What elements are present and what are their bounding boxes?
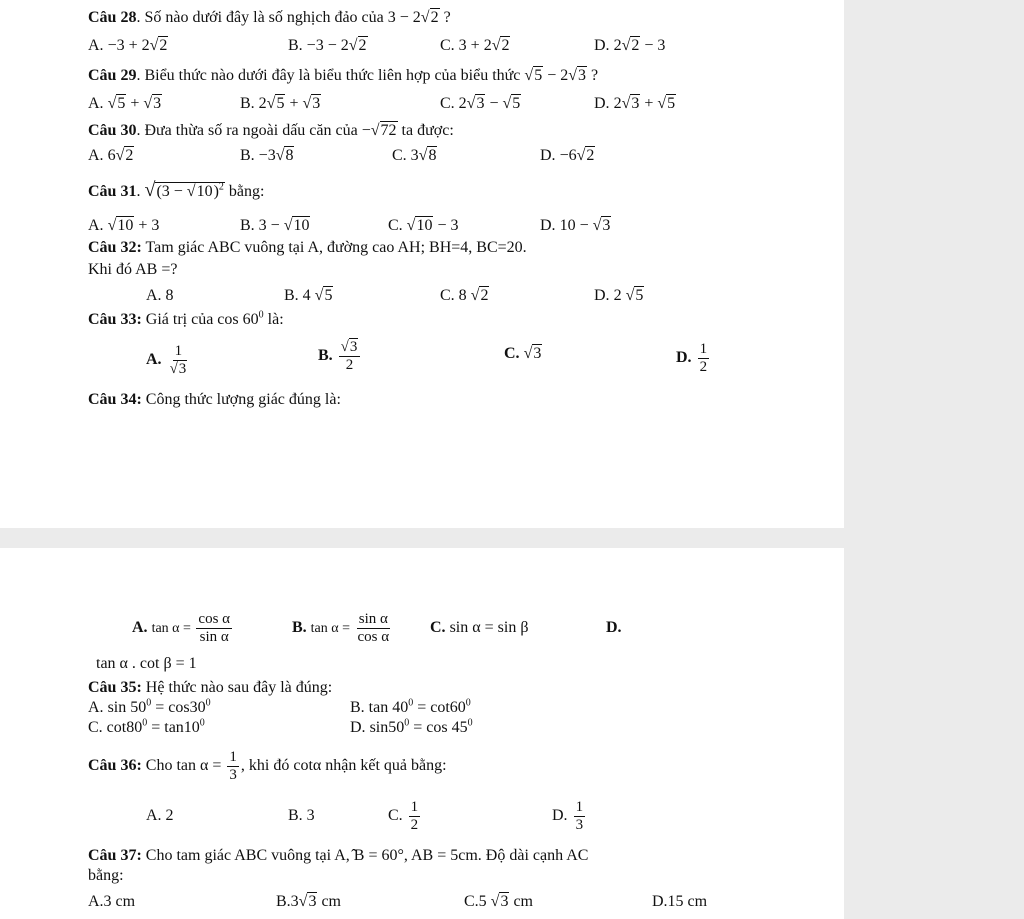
q34-option-c: C. sin α = sin β (430, 619, 529, 636)
q37-option-d: D.15 cm (652, 893, 708, 910)
q33-option-b: B. $\frac{√3}{2}$ (318, 336, 362, 376)
q32-option-b: B. 4 √5 (284, 287, 333, 304)
q34-option-d: D. (606, 619, 622, 636)
q36-option-a: A. 2 (146, 807, 174, 824)
q29-option-b: B. 2√5 + √3 (240, 95, 321, 112)
question-33: Câu 33: Giá trị của $\cos 60^0$ là: (88, 309, 284, 328)
q32-option-a: A. 8 (146, 287, 174, 304)
q37-option-b: B.3√3 cm (276, 893, 341, 910)
q31-option-b: B. 3 − √10 (240, 217, 310, 234)
q34-option-b: B. tan α = $\frac{\text{sin α}}{\text{cos α}}$ (292, 610, 390, 645)
q36-option-d: D. $\frac{1}{3}$ (552, 798, 584, 833)
q33-option-a: A. $\frac{1}{√3}$ (146, 342, 187, 377)
q34-option-a: A. tan α = $\frac{\text{cos α}}{\text{sin α}}$ (132, 610, 231, 645)
q30-option-b: B. −3√8 (240, 147, 294, 164)
q29-option-a: A. √5 + √3 (88, 95, 162, 112)
question-32: Câu 32: Tam giác ABC vuông tại A, đường cao AH; BH=4, BC=20. (88, 239, 527, 256)
question-37: Câu 37: Cho tam giác ABC vuông tại A, B = 60°, AB = 5cm. Độ dài cạnh AC (88, 847, 589, 864)
q30-option-a: A. 6√2 (88, 147, 134, 164)
q29-option-c: C. 2√3 − √5 (440, 95, 521, 112)
q35-option-c: C. $\cot 80^0 = \tan 10^0$ (88, 717, 205, 736)
question-30: Câu 30. Đưa thừa số ra ngoài dấu căn của −√72 ta được: (88, 122, 454, 139)
question-29: Câu 29. Biểu thức nào dưới đây là biểu thức liên hợp của biểu thức √5 − 2√3 ? (88, 67, 599, 84)
q33-option-c: C. √3 (504, 345, 542, 362)
q28-option-d: D. 2√2 − 3 (594, 37, 666, 54)
question-37-line2: bằng: (88, 867, 124, 884)
question-31: Câu 31. $√(3 - √10)^2$ bằng: (88, 179, 265, 201)
q32-option-c: C. 8 √2 (440, 287, 489, 304)
q28-option-b: B. −3 − 2√2 (288, 37, 367, 54)
q30-option-d: D. −6√2 (540, 147, 595, 164)
q35-option-b: B. $\tan 40^0 = \cot 60^0$ (350, 697, 471, 716)
q33-option-d: D. $\frac{1}{2}$ (676, 340, 708, 375)
q35-option-a: A. $\sin 50^0 = \cos 30^0$ (88, 697, 211, 716)
q32-option-d: D. 2 √5 (594, 287, 644, 304)
q37-option-a: A.3 cm (88, 893, 136, 910)
q31-option-c: C. √10 − 3 (388, 217, 459, 234)
document-page-1 (0, 0, 844, 528)
question-35: Câu 35: Hệ thức nào sau đây là đúng: (88, 679, 333, 696)
q29-option-d: D. 2√3 + √5 (594, 95, 676, 112)
q28-option-c: C. 3 + 2√2 (440, 37, 510, 54)
document-page-2 (0, 548, 844, 919)
question-36: Câu 36: Cho tan α = $\frac{1}{3}$ , khi đó cotα nhận kết quả bằng: (88, 748, 447, 783)
q28-option-a: A. −3 + 2√2 (88, 37, 168, 54)
q34-option-d-expression: tan α . cot β = 1 (96, 655, 197, 672)
question-32-line2: Khi đó AB =? (88, 261, 178, 278)
q30-option-c: C. 3√8 (392, 147, 437, 164)
q31-option-a: A. √10 + 3 (88, 217, 160, 234)
q37-option-c: C.5 √3 cm (464, 893, 533, 910)
question-34: Câu 34: Công thức lượng giác đúng là: (88, 391, 341, 408)
q36-option-b: B. 3 (288, 807, 315, 824)
question-28: Câu 28. Số nào dưới đây là số nghịch đảo của 3 − 2√2 ? (88, 9, 451, 26)
q36-option-c: C. $\frac{1}{2}$ (388, 798, 419, 833)
q35-option-d: D. $\sin 50^0 = \cos 45^0$ (350, 717, 473, 736)
q31-option-d: D. 10 − √3 (540, 217, 611, 234)
